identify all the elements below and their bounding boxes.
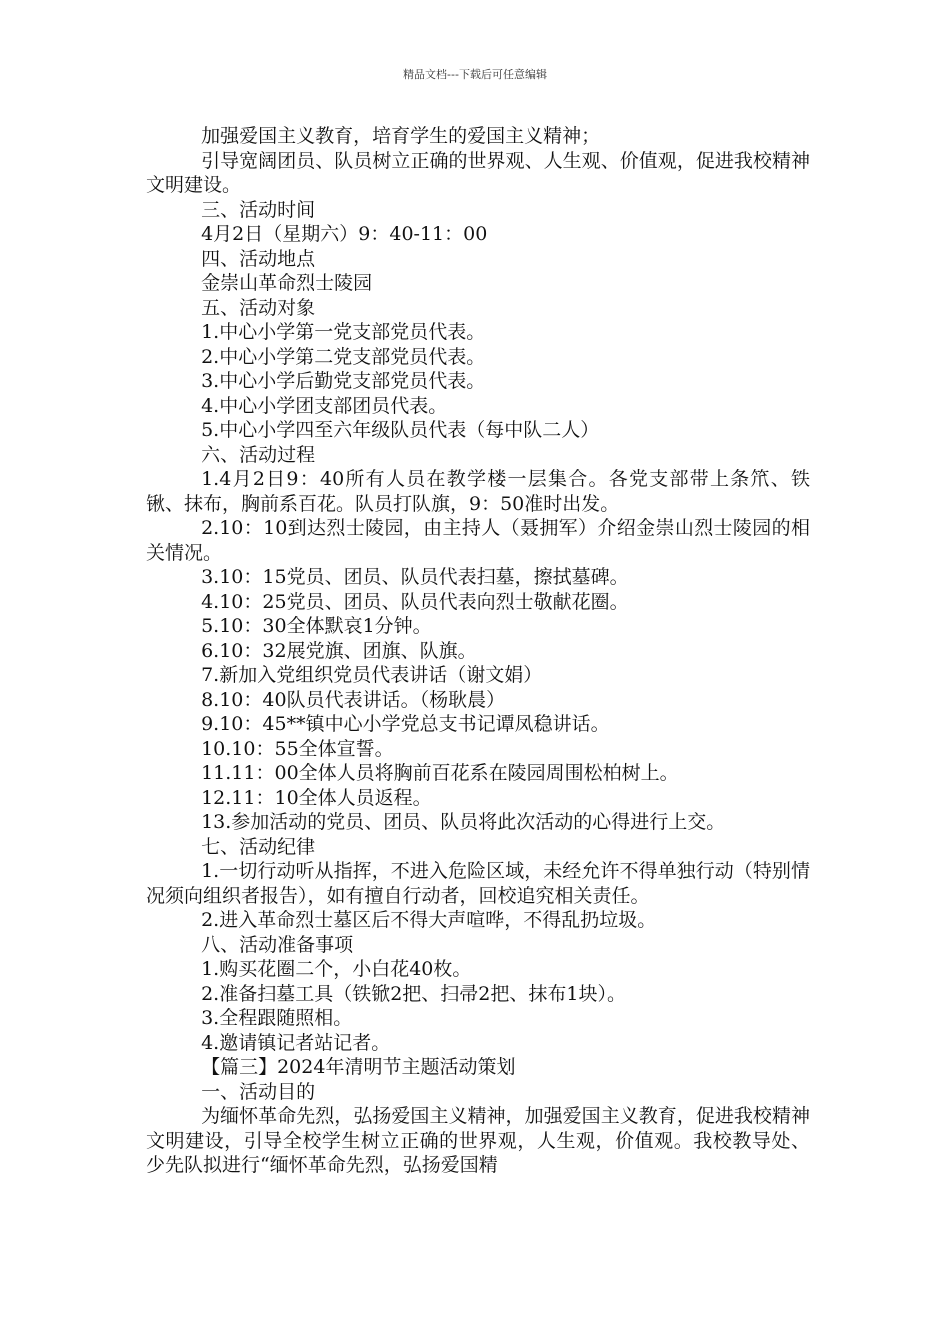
section-heading: 六、活动过程 — [201, 443, 316, 466]
list-item: 1.4月2日9：40所有人员在教学楼一层集合。各党支部带上条笊、铁锹、抹布，胸前系百花。队员打队旗，9：50准时出发。 — [146, 468, 810, 515]
chapter-title: 【篇三】2024年清明节主题活动策划 — [201, 1056, 516, 1078]
list-item: 13.参加活动的党员、团员、队员将此次活动的心得进行上交。 — [201, 811, 726, 833]
list-item: 2.10：10到达烈士陵园，由主持人（聂拥军）介绍金崇山烈士陵园的相关情况。 — [146, 517, 810, 564]
list-item: 12.11：10全体人员返程。 — [201, 786, 432, 809]
list-item: 1.一切行动听从指挥，不进入危险区域，未经允许不得单独行动（特别情况须向组织者报告），如有擅自行动者，回校追究相关责任。 — [146, 860, 810, 907]
paragraph: 引导宽阔团员、队员树立正确的世界观、人生观、价值观，促进我校精神文明建设。 — [146, 149, 810, 196]
list-item: 6.10：32展党旗、团旗、队旗。 — [201, 639, 477, 662]
section-heading: 五、活动对象 — [201, 296, 316, 319]
section-heading: 三、活动时间 — [201, 198, 316, 221]
paragraph: 金崇山革命烈士陵园 — [201, 272, 373, 294]
list-item: 7.新加入党组织党员代表讲话（谢文娟） — [201, 664, 543, 686]
list-item: 9.10：45**镇中心小学党总支书记谭凤稳讲话。 — [201, 713, 610, 735]
section-heading: 八、活动准备事项 — [201, 933, 354, 956]
list-item: 3.中心小学后勤党支部党员代表。 — [201, 370, 486, 392]
list-item: 5.中心小学四至六年级队员代表（每中队二人） — [201, 419, 600, 441]
list-item: 5.10：30全体默哀1分钟。 — [201, 615, 432, 637]
list-item: 4.中心小学团支部团员代表。 — [201, 394, 448, 417]
list-item: 3.10：15党员、团员、队员代表扫墓，擦拭墓碑。 — [201, 566, 629, 588]
section-heading: 一、活动目的 — [201, 1080, 316, 1103]
paragraph: 为缅怀革命先烈，弘扬爱国主义精神，加强爱国主义教育，促进我校精神文明建设，引导全校学生树立正确的世界观，人生观，价值观。我校教导处、少先队拟进行“缅怀革命先烈，弘扬爱国精 — [146, 1105, 810, 1176]
list-item: 3.全程跟随照相。 — [201, 1007, 353, 1029]
section-heading: 四、活动地点 — [201, 247, 316, 270]
list-item: 4.10：25党员、团员、队员代表向烈士敬献花圈。 — [201, 590, 629, 613]
document-body — [146, 124, 810, 1178]
list-item: 1.中心小学第一党支部党员代表。 — [201, 321, 486, 343]
list-item: 4.邀请镇记者站记者。 — [201, 1031, 391, 1054]
list-item: 1.购买花圈二个，小白花40枚。 — [201, 958, 472, 980]
list-item: 10.10：55全体宣誓。 — [201, 737, 394, 760]
list-item: 2.进入革命烈士墓区后不得大声喧哗，不得乱扔垃圾。 — [201, 909, 657, 931]
page-header: 精品文档---下载后可任意编辑 — [403, 68, 547, 81]
section-heading: 七、活动纪律 — [201, 835, 316, 858]
list-item: 2.准备扫墓工具（铁锨2把、扫帚2把、抹布1块）。 — [201, 982, 626, 1005]
list-item: 2.中心小学第二党支部党员代表。 — [201, 345, 486, 368]
paragraph: 加强爱国主义教育，培育学生的爱国主义精神； — [201, 125, 601, 147]
list-item: 11.11：00全体人员将胸前百花系在陵园周围松柏树上。 — [201, 762, 679, 784]
list-item: 8.10：40队员代表讲话。（杨耿晨） — [201, 688, 506, 711]
paragraph: 4月2日（星期六）9：40-11：00 — [201, 223, 488, 245]
